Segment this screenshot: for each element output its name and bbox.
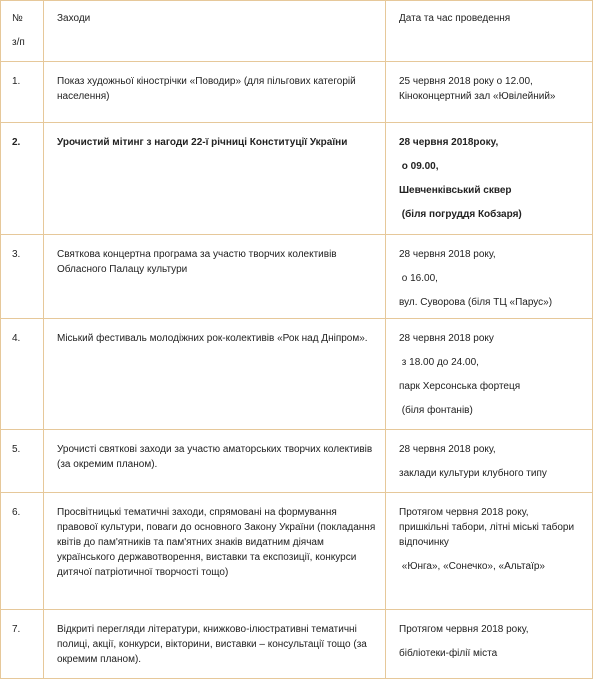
table-row: [1, 235, 593, 319]
row-number: 1.: [12, 76, 21, 87]
header-events-cell: [44, 1, 386, 62]
row-date-line: 28 червня 2018року,: [399, 137, 499, 148]
row-date-line: парк Херсонська фортеця: [399, 381, 521, 392]
row-date-line: бібліотеки-філії міста: [399, 648, 498, 659]
row-number: 4.: [12, 333, 21, 344]
row-date-line: 28 червня 2018 року: [399, 333, 494, 344]
table-row: [1, 123, 593, 235]
table-row: [1, 430, 593, 493]
row-event: Показ художньої кінострічки «Поводир» (для пільгових категорій населення): [57, 76, 356, 102]
row-date-line: 28 червня 2018 року,: [399, 249, 496, 260]
row-date-line: о 09.00,: [399, 161, 439, 172]
table-row: [1, 493, 593, 610]
row-date-line: Протягом червня 2018 року,: [399, 507, 529, 518]
header-date-cell: [386, 1, 593, 62]
row-event: Урочисті святкові заходи за участю аматорських творчих колективів (за окремим планом).: [57, 444, 378, 470]
header-num-cell: [1, 1, 44, 62]
row-date-line: Протягом червня 2018 року,: [399, 624, 529, 635]
header-num-abbrev: з/п: [12, 37, 25, 48]
row-date-line: пришкільні табори, літні міські табори відпочинку: [399, 522, 575, 548]
row-date-line: о 16.00,: [399, 273, 438, 284]
header-date-label: Дата та час проведення: [399, 13, 511, 24]
row-event: Відкриті перегляди літератури, книжково-ілюстративні тематичні полиці, акції, конкурси, вікторини, виставки – консультації тощо (за окремим планом).: [57, 624, 367, 665]
table-header-row: [1, 1, 593, 62]
row-date-line: 28 червня 2018 року,: [399, 444, 496, 455]
row-date-line: заклади культури клубного типу: [399, 468, 547, 479]
row-date-line: з 18.00 до 24.00,: [399, 357, 479, 368]
row-number: 5.: [12, 444, 21, 455]
row-number: 2.: [12, 137, 21, 148]
row-date-line: Шевченківський сквер: [399, 185, 512, 196]
table-row: [1, 62, 593, 123]
row-date-line: (біля фонтанів): [399, 405, 473, 416]
table-row: [1, 319, 593, 430]
row-date-line: «Юнга», «Сонечко», «Альтаїр»: [399, 561, 545, 572]
row-event: Міський фестиваль молодіжних рок-колективів «Рок над Дніпром».: [57, 333, 368, 344]
header-events-label: Заходи: [57, 13, 91, 24]
row-number: 7.: [12, 624, 21, 635]
row-number: 3.: [12, 249, 21, 260]
row-event: Просвітницькі тематичні заходи, спрямовані на формування правової культури, поваги до основного Закону України (покладання квітів до пам'ятників та пам'ятних знаків видатним діячам українського державотворення, виставки та експозиції, конкурси дитячої патріотичної творчості тощо): [57, 507, 376, 578]
table-row: [1, 610, 593, 679]
row-date-line: (біля погруддя Кобзаря): [399, 209, 522, 220]
row-number: 6.: [12, 507, 21, 518]
row-date-line: 25 червня 2018 року о 12.00,: [399, 76, 533, 87]
header-num-symbol: №: [12, 13, 23, 24]
row-date-line: Кіноконцертний зал «Ювілейний»: [399, 91, 556, 102]
row-event: Урочистий мітинг з нагоди 22-ї річниці Конституції України: [57, 137, 348, 148]
row-event: Святкова концертна програма за участю творчих колективів Обласного Палацу культури: [57, 249, 337, 275]
row-date-line: вул. Суворова (біля ТЦ «Парус»): [399, 297, 553, 308]
